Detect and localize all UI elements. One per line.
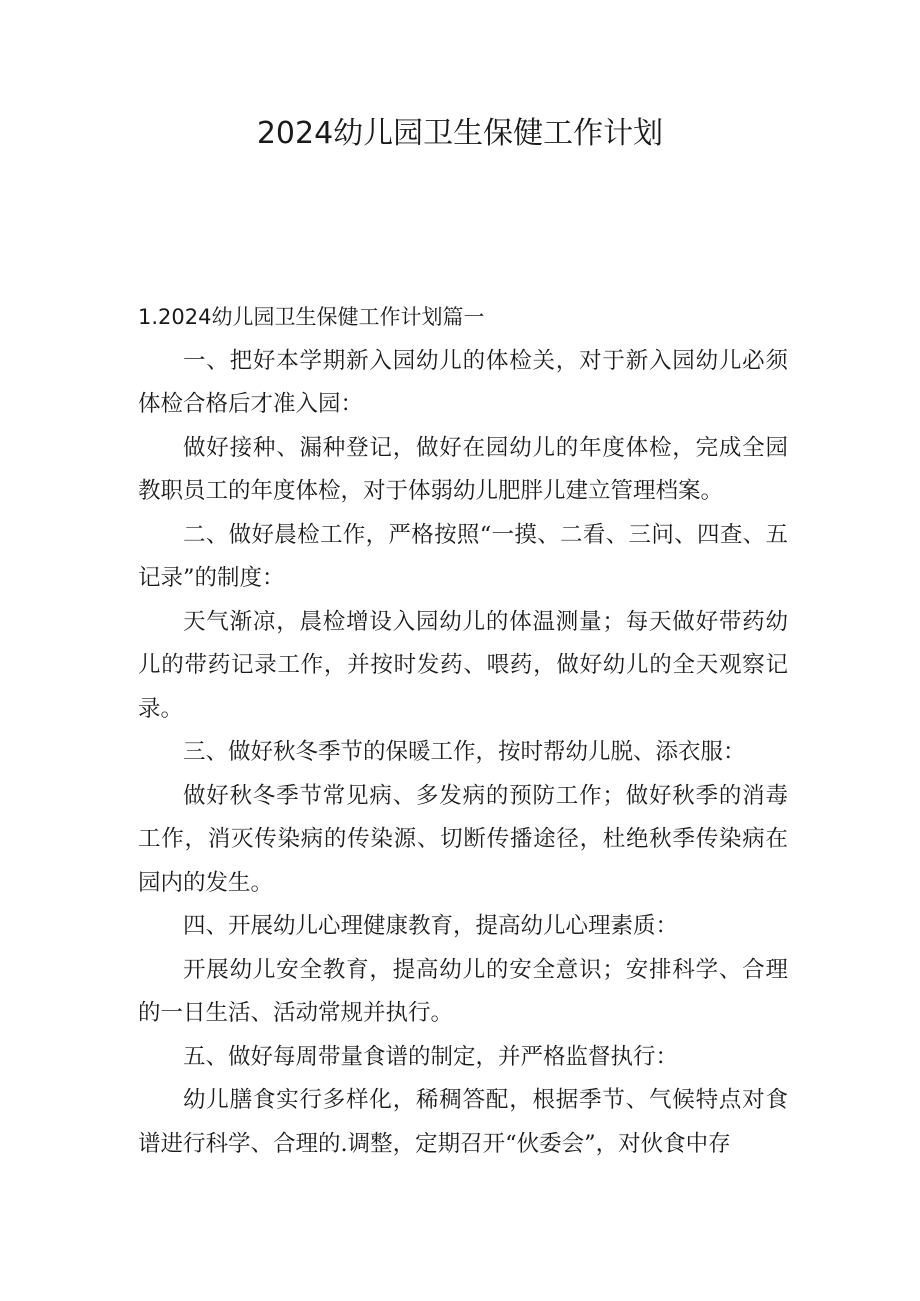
section-heading: 1.2024幼儿园卫生保健工作计划篇一	[138, 305, 485, 329]
paragraph-2-body: 天气渐凉，晨检增设入园幼儿的体温测量；每天做好带药幼儿的带药记录工作，并按时发药、喂药，做好幼儿的全天观察记录。	[138, 608, 788, 722]
paragraph-5-body: 幼儿膳食实行多样化，稀稠答配，根据季节、气候特点对食谱进行科学、合理的.调整，定期召开“伙委会”，对伙食中存	[138, 1087, 788, 1157]
paragraph-4-heading: 四、开展幼儿心理健康教育，提高幼儿心理素质：	[183, 913, 679, 939]
document-body	[138, 296, 788, 1166]
paragraph-1-body: 做好接种、漏种登记，做好在园幼儿的年度体检，完成全园教职员工的年度体检，对于体弱幼儿肥胖儿建立管理档案。	[138, 434, 788, 504]
paragraph-4-body: 开展幼儿安全教育，提高幼儿的安全意识；安排科学、合理的一日生活、活动常规并执行。	[138, 956, 788, 1026]
paragraph-5-heading: 五、做好每周带量食谱的制定，并严格监督执行：	[183, 1043, 679, 1070]
paragraph-3-heading: 三、做好秋冬季节的保暖工作，按时帮幼儿脱、添衣服：	[183, 739, 746, 765]
paragraph-2-heading: 二、做好晨检工作，严格按照“一摸、二看、三问、四查、五记录”的制度：	[138, 521, 788, 591]
paragraph-3-body: 做好秋冬季节常见病、多发病的预防工作；做好秋季的消毒工作，消灭传染病的传染源、切断传播途径，杜绝秋季传染病在园内的发生。	[138, 782, 788, 896]
document-title: 2024幼儿园卫生保健工作计划	[256, 116, 664, 151]
paragraph-1-heading: 一、把好本学期新入园幼儿的体检关，对于新入园幼儿必须体检合格后才准入园：	[138, 347, 788, 417]
